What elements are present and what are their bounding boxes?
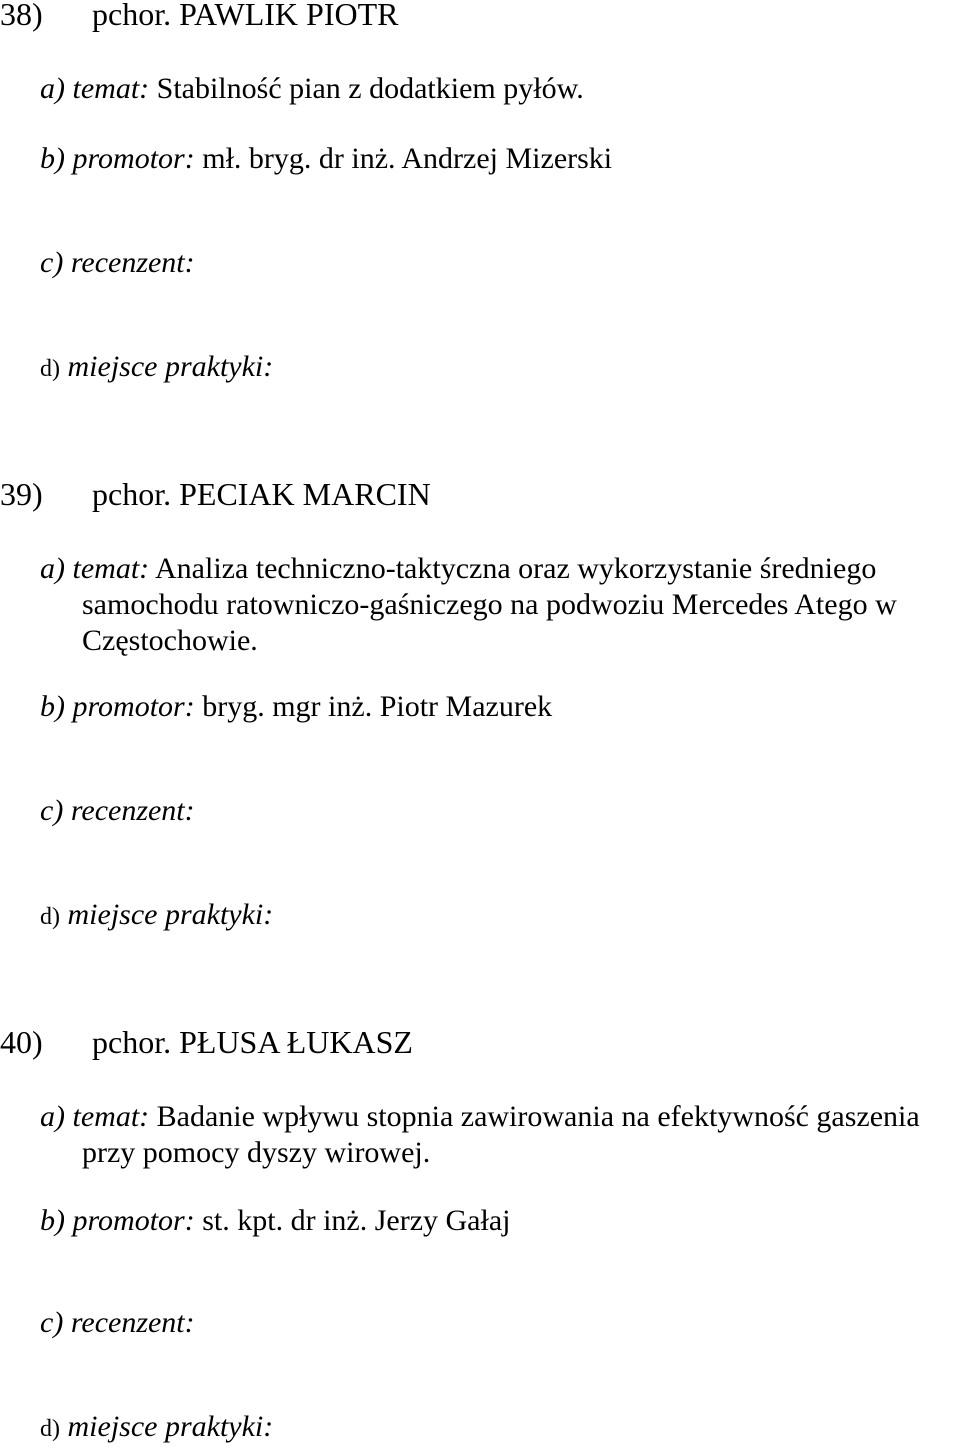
reviewer-label: recenzent: bbox=[70, 794, 195, 827]
topic-text: samochodu ratowniczo-gaśniczego na podwoziu Mercedes Atego w bbox=[82, 588, 897, 621]
practice-place-label: miejsce praktyki: bbox=[67, 350, 274, 383]
topic-label: temat: bbox=[72, 1100, 150, 1133]
entry-38-practice-place: d) miejsce praktyki: bbox=[40, 350, 274, 383]
practice-place-label: miejsce praktyki: bbox=[67, 1410, 274, 1443]
reviewer-label: recenzent: bbox=[70, 246, 195, 279]
entry-39-topic-line-2 bbox=[82, 588, 897, 622]
practice-place-label: miejsce praktyki: bbox=[67, 898, 274, 931]
entry-40-topic-line-2 bbox=[82, 1136, 430, 1170]
promoter-label: promotor: bbox=[72, 690, 195, 723]
entry-39-reviewer: c) recenzent: bbox=[40, 794, 195, 827]
entry-number: 40) bbox=[0, 1024, 43, 1060]
promoter-label: promotor: bbox=[72, 142, 195, 175]
student-name: pchor. PŁUSA ŁUKASZ bbox=[92, 1024, 413, 1060]
entry-39-topic: a) temat: Analiza techniczno-taktyczna oraz wykorzystanie średniego bbox=[40, 552, 877, 585]
entry-number: 39) bbox=[0, 476, 43, 512]
topic-text: przy pomocy dyszy wirowej. bbox=[82, 1136, 431, 1169]
topic-text: Analiza techniczno-taktyczna oraz wykorzystanie średniego bbox=[155, 552, 877, 585]
topic-text: Badanie wpływu stopnia zawirowania na efektywność gaszenia bbox=[156, 1100, 920, 1133]
promoter-value: st. kpt. dr inż. Jerzy Gałaj bbox=[202, 1204, 511, 1237]
topic-label: temat: bbox=[72, 552, 150, 585]
promoter-value: mł. bryg. dr inż. Andrzej Mizerski bbox=[202, 142, 613, 175]
entry-40-promoter: b) promotor: st. kpt. dr inż. Jerzy Gałaj bbox=[40, 1204, 511, 1237]
entry-number: 38) bbox=[0, 0, 43, 32]
entry-40-practice-place: d) miejsce praktyki: bbox=[40, 1410, 274, 1443]
entry-39-topic-line-3 bbox=[82, 624, 258, 658]
topic-label: temat: bbox=[72, 72, 150, 105]
student-name: pchor. PAWLIK PIOTR bbox=[92, 0, 399, 32]
promoter-value: bryg. mgr inż. Piotr Mazurek bbox=[202, 690, 553, 723]
promoter-label: promotor: bbox=[72, 1204, 195, 1237]
topic-text: Stabilność pian z dodatkiem pyłów. bbox=[156, 72, 584, 105]
entry-39-heading bbox=[0, 476, 431, 512]
reviewer-label: recenzent: bbox=[70, 1306, 195, 1339]
entry-39-promoter: b) promotor: bryg. mgr inż. Piotr Mazurek bbox=[40, 690, 553, 723]
entry-40-reviewer: c) recenzent: bbox=[40, 1306, 195, 1339]
entry-40-heading bbox=[0, 1024, 413, 1060]
entry-38-reviewer: c) recenzent: bbox=[40, 246, 195, 279]
topic-text: Częstochowie. bbox=[82, 624, 258, 657]
student-name: pchor. PECIAK MARCIN bbox=[92, 476, 431, 512]
entry-38-heading bbox=[0, 0, 398, 32]
entry-39-practice-place: d) miejsce praktyki: bbox=[40, 898, 274, 931]
entry-38-promoter: b) promotor: mł. bryg. dr inż. Andrzej Mizerski bbox=[40, 142, 613, 175]
entry-40-topic: a) temat: Badanie wpływu stopnia zawirowania na efektywność gaszenia bbox=[40, 1100, 920, 1133]
entry-38-topic: a) temat: Stabilność pian z dodatkiem pyłów. bbox=[40, 72, 584, 105]
